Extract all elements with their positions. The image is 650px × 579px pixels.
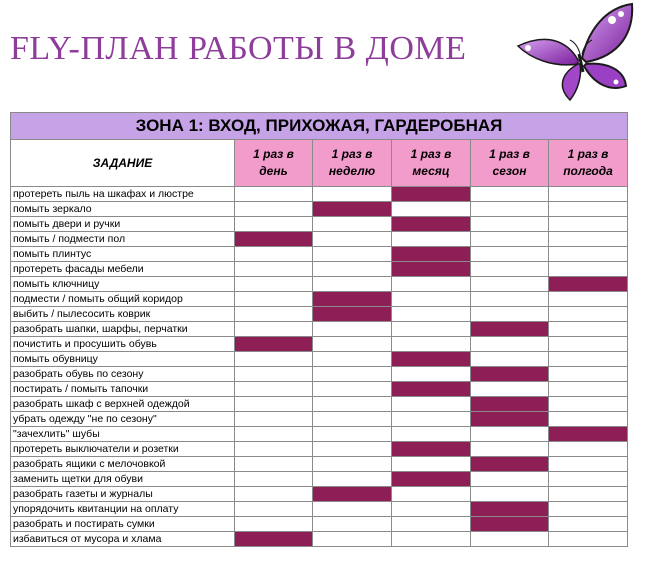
frequency-cell: [549, 337, 628, 352]
frequency-cell: [313, 457, 392, 472]
frequency-cell: [313, 397, 392, 412]
butterfly-icon: [508, 2, 640, 107]
frequency-cell: [549, 382, 628, 397]
task-label: разобрать и постирать сумки: [11, 517, 235, 532]
task-label: протереть выключатели и розетки: [11, 442, 235, 457]
task-label: избавиться от мусора и хлама: [11, 532, 235, 547]
table-row: [11, 427, 628, 442]
frequency-cell: [549, 232, 628, 247]
frequency-mark: [549, 277, 628, 292]
table-row: [11, 487, 628, 502]
column-header-task: ЗАДАНИЕ: [11, 140, 235, 187]
table-row: [11, 202, 628, 217]
column-header-daily: 1 раз в день: [235, 140, 313, 187]
frequency-cell: [549, 487, 628, 502]
task-label: подмести / помыть общий коридор: [11, 292, 235, 307]
task-label: убрать одежду "не по сезону": [11, 412, 235, 427]
frequency-cell: [471, 442, 549, 457]
frequency-cell: [549, 517, 628, 532]
frequency-mark: [392, 472, 471, 487]
table-row: [11, 412, 628, 427]
frequency-cell: [235, 217, 313, 232]
frequency-cell: [549, 217, 628, 232]
frequency-cell: [471, 352, 549, 367]
table-row: [11, 262, 628, 277]
table-row: [11, 367, 628, 382]
frequency-mark: [392, 352, 471, 367]
frequency-mark: [313, 487, 392, 502]
frequency-mark: [392, 442, 471, 457]
frequency-cell: [471, 427, 549, 442]
table-row: [11, 472, 628, 487]
frequency-cell: [471, 472, 549, 487]
frequency-cell: [235, 412, 313, 427]
frequency-mark: [471, 502, 549, 517]
frequency-cell: [313, 187, 392, 202]
frequency-cell: [313, 412, 392, 427]
page-title: FLY-ПЛАН РАБОТЫ В ДОМЕ: [10, 30, 467, 67]
frequency-cell: [235, 487, 313, 502]
frequency-mark: [392, 217, 471, 232]
frequency-cell: [392, 322, 471, 337]
table-row: [11, 442, 628, 457]
frequency-cell: [235, 382, 313, 397]
frequency-mark: [471, 367, 549, 382]
frequency-cell: [235, 457, 313, 472]
frequency-cell: [392, 292, 471, 307]
frequency-cell: [471, 187, 549, 202]
frequency-cell: [471, 337, 549, 352]
frequency-cell: [549, 262, 628, 277]
frequency-cell: [313, 517, 392, 532]
frequency-mark: [392, 187, 471, 202]
frequency-cell: [549, 292, 628, 307]
column-header-seasonal: 1 раз в сезон: [471, 140, 549, 187]
frequency-cell: [235, 262, 313, 277]
column-header-weekly: 1 раз в неделю: [313, 140, 392, 187]
frequency-cell: [235, 292, 313, 307]
frequency-cell: [471, 382, 549, 397]
frequency-mark: [471, 322, 549, 337]
frequency-cell: [235, 307, 313, 322]
table-row: [11, 277, 628, 292]
column-header-monthly: 1 раз в месяц: [392, 140, 471, 187]
task-label: "зачехлить" шубы: [11, 427, 235, 442]
table-row: [11, 232, 628, 247]
frequency-cell: [313, 472, 392, 487]
task-label: помыть ключницу: [11, 277, 235, 292]
task-label: протереть фасады мебели: [11, 262, 235, 277]
frequency-cell: [392, 457, 471, 472]
table-row: [11, 382, 628, 397]
table-row: [11, 397, 628, 412]
frequency-cell: [471, 217, 549, 232]
frequency-cell: [392, 367, 471, 382]
table-row: [11, 337, 628, 352]
frequency-cell: [235, 247, 313, 262]
frequency-mark: [392, 382, 471, 397]
frequency-cell: [549, 502, 628, 517]
table-row: [11, 307, 628, 322]
task-label: упорядочить квитанции на оплату: [11, 502, 235, 517]
task-label: помыть плинтус: [11, 247, 235, 262]
cleaning-plan-table: [10, 112, 628, 547]
task-label: почистить и просушить обувь: [11, 337, 235, 352]
frequency-cell: [235, 352, 313, 367]
task-label: помыть зеркало: [11, 202, 235, 217]
frequency-mark: [235, 337, 313, 352]
frequency-cell: [549, 472, 628, 487]
task-label: помыть двери и ручки: [11, 217, 235, 232]
frequency-cell: [392, 427, 471, 442]
frequency-cell: [235, 187, 313, 202]
frequency-cell: [235, 277, 313, 292]
frequency-mark: [313, 202, 392, 217]
frequency-cell: [549, 352, 628, 367]
frequency-cell: [313, 232, 392, 247]
frequency-mark: [471, 457, 549, 472]
frequency-cell: [549, 202, 628, 217]
frequency-cell: [392, 397, 471, 412]
frequency-cell: [313, 382, 392, 397]
table-row: [11, 247, 628, 262]
frequency-cell: [471, 277, 549, 292]
frequency-mark: [392, 262, 471, 277]
frequency-cell: [313, 322, 392, 337]
frequency-cell: [235, 442, 313, 457]
frequency-mark: [235, 232, 313, 247]
frequency-cell: [471, 292, 549, 307]
table-row: [11, 217, 628, 232]
frequency-cell: [549, 247, 628, 262]
frequency-cell: [471, 232, 549, 247]
frequency-mark: [471, 412, 549, 427]
task-label: разобрать шапки, шарфы, перчатки: [11, 322, 235, 337]
frequency-cell: [313, 337, 392, 352]
table-row: [11, 292, 628, 307]
task-label: помыть / подмести пол: [11, 232, 235, 247]
frequency-mark: [313, 292, 392, 307]
frequency-cell: [235, 367, 313, 382]
task-label: выбить / пылесосить коврик: [11, 307, 235, 322]
frequency-cell: [549, 532, 628, 547]
frequency-cell: [313, 367, 392, 382]
frequency-cell: [313, 532, 392, 547]
frequency-cell: [471, 202, 549, 217]
frequency-cell: [313, 427, 392, 442]
frequency-cell: [471, 307, 549, 322]
frequency-cell: [235, 427, 313, 442]
task-label: разобрать газеты и журналы: [11, 487, 235, 502]
frequency-cell: [235, 202, 313, 217]
frequency-cell: [392, 517, 471, 532]
frequency-cell: [549, 307, 628, 322]
frequency-mark: [392, 247, 471, 262]
task-label: разобрать шкаф с верхней одеждой: [11, 397, 235, 412]
frequency-cell: [235, 502, 313, 517]
frequency-cell: [549, 367, 628, 382]
task-label: разобрать ящики с мелочовкой: [11, 457, 235, 472]
frequency-cell: [392, 232, 471, 247]
task-label: разобрать обувь по сезону: [11, 367, 235, 382]
table-row: [11, 502, 628, 517]
frequency-cell: [235, 322, 313, 337]
frequency-cell: [392, 532, 471, 547]
frequency-cell: [392, 277, 471, 292]
frequency-cell: [549, 397, 628, 412]
frequency-cell: [392, 412, 471, 427]
task-list: [11, 187, 628, 547]
table-row: [11, 322, 628, 337]
table-row: [11, 187, 628, 202]
frequency-cell: [549, 322, 628, 337]
frequency-cell: [471, 532, 549, 547]
frequency-cell: [549, 442, 628, 457]
frequency-cell: [471, 247, 549, 262]
frequency-cell: [549, 187, 628, 202]
frequency-cell: [471, 487, 549, 502]
table-row: [11, 352, 628, 367]
zone-title: ЗОНА 1: ВХОД, ПРИХОЖАЯ, ГАРДЕРОБНАЯ: [11, 113, 628, 140]
frequency-cell: [392, 202, 471, 217]
frequency-cell: [313, 502, 392, 517]
frequency-cell: [235, 517, 313, 532]
table-row: [11, 532, 628, 547]
task-label: помыть обувницу: [11, 352, 235, 367]
frequency-cell: [313, 217, 392, 232]
frequency-cell: [235, 397, 313, 412]
frequency-cell: [392, 307, 471, 322]
frequency-cell: [549, 412, 628, 427]
frequency-cell: [313, 352, 392, 367]
frequency-cell: [313, 247, 392, 262]
table-row: [11, 517, 628, 532]
column-header-halfyear: 1 раз в полгода: [549, 140, 628, 187]
task-label: протереть пыль на шкафах и люстре: [11, 187, 235, 202]
frequency-cell: [235, 472, 313, 487]
frequency-mark: [471, 397, 549, 412]
frequency-cell: [549, 457, 628, 472]
frequency-cell: [392, 337, 471, 352]
frequency-cell: [392, 487, 471, 502]
task-label: постирать / помыть тапочки: [11, 382, 235, 397]
frequency-mark: [549, 427, 628, 442]
task-label: заменить щетки для обуви: [11, 472, 235, 487]
frequency-mark: [471, 517, 549, 532]
frequency-cell: [471, 262, 549, 277]
frequency-mark: [235, 532, 313, 547]
frequency-cell: [392, 502, 471, 517]
frequency-mark: [313, 307, 392, 322]
frequency-cell: [313, 262, 392, 277]
frequency-cell: [313, 442, 392, 457]
table-row: [11, 457, 628, 472]
frequency-cell: [313, 277, 392, 292]
